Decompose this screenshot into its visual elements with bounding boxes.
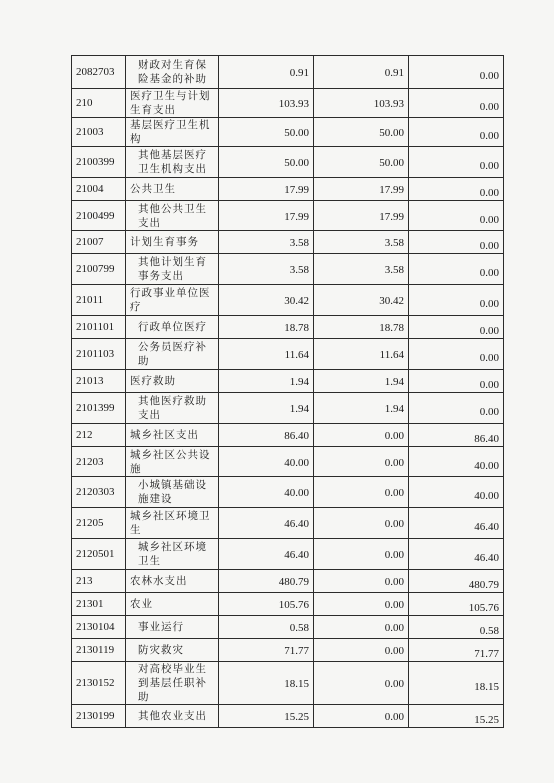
project-expenditure-cell: 0.00 <box>409 201 504 231</box>
subject-code-cell: 212 <box>72 424 126 447</box>
project-expenditure-cell: 15.25 <box>409 705 504 728</box>
subject-code-cell: 2130152 <box>72 662 126 705</box>
table-row <box>72 178 504 201</box>
subject-name-cell: 事业运行 <box>126 616 219 639</box>
total-amount-cell: 30.42 <box>219 285 314 316</box>
table-row <box>72 147 504 178</box>
project-expenditure-cell: 0.00 <box>409 393 504 424</box>
subject-code-cell: 21301 <box>72 593 126 616</box>
total-amount-cell: 480.79 <box>219 570 314 593</box>
total-amount-cell: 50.00 <box>219 147 314 178</box>
total-amount-cell: 71.77 <box>219 639 314 662</box>
subject-name-cell: 其他公共卫生支出 <box>126 201 219 231</box>
table-row <box>72 393 504 424</box>
basic-expenditure-cell: 0.00 <box>314 662 409 705</box>
subject-code-cell: 210 <box>72 89 126 118</box>
subject-name-cell: 城乡社区支出 <box>126 424 219 447</box>
total-amount-cell: 1.94 <box>219 370 314 393</box>
basic-expenditure-cell: 30.42 <box>314 285 409 316</box>
project-expenditure-cell: 0.00 <box>409 316 504 339</box>
basic-expenditure-cell: 0.00 <box>314 705 409 728</box>
total-amount-cell: 17.99 <box>219 178 314 201</box>
basic-expenditure-cell: 1.94 <box>314 393 409 424</box>
table-row <box>72 201 504 231</box>
budget-table-body <box>72 56 504 728</box>
basic-expenditure-cell: 0.00 <box>314 508 409 539</box>
total-amount-cell: 17.99 <box>219 201 314 231</box>
subject-name-cell: 其他基层医疗卫生机构支出 <box>126 147 219 178</box>
total-amount-cell: 0.58 <box>219 616 314 639</box>
project-expenditure-cell: 0.00 <box>409 339 504 370</box>
table-row <box>72 254 504 285</box>
total-amount-cell: 1.94 <box>219 393 314 424</box>
subject-name-cell: 对高校毕业生到基层任职补助 <box>126 662 219 705</box>
budget-table <box>71 55 504 728</box>
basic-expenditure-cell: 17.99 <box>314 178 409 201</box>
table-row <box>72 570 504 593</box>
subject-name-cell: 公共卫生 <box>126 178 219 201</box>
total-amount-cell: 46.40 <box>219 508 314 539</box>
table-row <box>72 662 504 705</box>
table-row <box>72 447 504 477</box>
project-expenditure-cell: 0.00 <box>409 285 504 316</box>
basic-expenditure-cell: 0.00 <box>314 616 409 639</box>
total-amount-cell: 18.15 <box>219 662 314 705</box>
subject-code-cell: 2101101 <box>72 316 126 339</box>
project-expenditure-cell: 0.00 <box>409 56 504 89</box>
table-row <box>72 370 504 393</box>
table-row <box>72 477 504 508</box>
subject-code-cell: 2100399 <box>72 147 126 178</box>
basic-expenditure-cell: 3.58 <box>314 231 409 254</box>
project-expenditure-cell: 46.40 <box>409 539 504 570</box>
subject-code-cell: 2082703 <box>72 56 126 89</box>
table-row <box>72 593 504 616</box>
project-expenditure-cell: 0.00 <box>409 178 504 201</box>
table-row <box>72 705 504 728</box>
subject-code-cell: 2120501 <box>72 539 126 570</box>
project-expenditure-cell: 0.00 <box>409 147 504 178</box>
subject-name-cell: 防灾救灾 <box>126 639 219 662</box>
project-expenditure-cell: 46.40 <box>409 508 504 539</box>
subject-code-cell: 2101399 <box>72 393 126 424</box>
table-row <box>72 118 504 147</box>
total-amount-cell: 0.91 <box>219 56 314 89</box>
subject-code-cell: 2130199 <box>72 705 126 728</box>
subject-code-cell: 213 <box>72 570 126 593</box>
subject-code-cell: 2100799 <box>72 254 126 285</box>
subject-code-cell: 2120303 <box>72 477 126 508</box>
table-row <box>72 89 504 118</box>
subject-name-cell: 其他计划生育事务支出 <box>126 254 219 285</box>
subject-code-cell: 2100499 <box>72 201 126 231</box>
project-expenditure-cell: 40.00 <box>409 477 504 508</box>
total-amount-cell: 11.64 <box>219 339 314 370</box>
basic-expenditure-cell: 0.00 <box>314 593 409 616</box>
subject-name-cell: 计划生育事务 <box>126 231 219 254</box>
subject-name-cell: 小城镇基础设施建设 <box>126 477 219 508</box>
table-row <box>72 616 504 639</box>
table-row <box>72 316 504 339</box>
subject-code-cell: 21011 <box>72 285 126 316</box>
basic-expenditure-cell: 3.58 <box>314 254 409 285</box>
subject-code-cell: 2101103 <box>72 339 126 370</box>
basic-expenditure-cell: 0.00 <box>314 477 409 508</box>
basic-expenditure-cell: 18.78 <box>314 316 409 339</box>
project-expenditure-cell: 0.00 <box>409 118 504 147</box>
project-expenditure-cell: 0.58 <box>409 616 504 639</box>
basic-expenditure-cell: 0.00 <box>314 639 409 662</box>
subject-name-cell: 公务员医疗补助 <box>126 339 219 370</box>
subject-code-cell: 2130104 <box>72 616 126 639</box>
basic-expenditure-cell: 0.00 <box>314 570 409 593</box>
subject-code-cell: 21205 <box>72 508 126 539</box>
total-amount-cell: 15.25 <box>219 705 314 728</box>
subject-name-cell: 其他农业支出 <box>126 705 219 728</box>
total-amount-cell: 50.00 <box>219 118 314 147</box>
subject-name-cell: 行政事业单位医疗 <box>126 285 219 316</box>
project-expenditure-cell: 86.40 <box>409 424 504 447</box>
table-row <box>72 56 504 89</box>
subject-code-cell: 21007 <box>72 231 126 254</box>
total-amount-cell: 103.93 <box>219 89 314 118</box>
table-row <box>72 285 504 316</box>
project-expenditure-cell: 18.15 <box>409 662 504 705</box>
basic-expenditure-cell: 11.64 <box>314 339 409 370</box>
basic-expenditure-cell: 50.00 <box>314 118 409 147</box>
subject-name-cell: 其他医疗救助支出 <box>126 393 219 424</box>
subject-name-cell: 基层医疗卫生机构 <box>126 118 219 147</box>
total-amount-cell: 40.00 <box>219 447 314 477</box>
basic-expenditure-cell: 17.99 <box>314 201 409 231</box>
subject-name-cell: 农林水支出 <box>126 570 219 593</box>
subject-name-cell: 行政单位医疗 <box>126 316 219 339</box>
basic-expenditure-cell: 0.91 <box>314 56 409 89</box>
total-amount-cell: 40.00 <box>219 477 314 508</box>
subject-name-cell: 财政对生育保险基金的补助 <box>126 56 219 89</box>
total-amount-cell: 46.40 <box>219 539 314 570</box>
subject-code-cell: 21203 <box>72 447 126 477</box>
basic-expenditure-cell: 50.00 <box>314 147 409 178</box>
basic-expenditure-cell: 103.93 <box>314 89 409 118</box>
subject-name-cell: 城乡社区环境卫生 <box>126 539 219 570</box>
subject-code-cell: 21003 <box>72 118 126 147</box>
subject-name-cell: 医疗卫生与计划生育支出 <box>126 89 219 118</box>
total-amount-cell: 105.76 <box>219 593 314 616</box>
total-amount-cell: 3.58 <box>219 254 314 285</box>
table-row <box>72 639 504 662</box>
table-row <box>72 231 504 254</box>
project-expenditure-cell: 105.76 <box>409 593 504 616</box>
total-amount-cell: 18.78 <box>219 316 314 339</box>
project-expenditure-cell: 0.00 <box>409 231 504 254</box>
subject-name-cell: 农业 <box>126 593 219 616</box>
total-amount-cell: 86.40 <box>219 424 314 447</box>
project-expenditure-cell: 0.00 <box>409 370 504 393</box>
table-row <box>72 539 504 570</box>
total-amount-cell: 3.58 <box>219 231 314 254</box>
subject-name-cell: 城乡社区公共设施 <box>126 447 219 477</box>
basic-expenditure-cell: 0.00 <box>314 447 409 477</box>
project-expenditure-cell: 40.00 <box>409 447 504 477</box>
basic-expenditure-cell: 1.94 <box>314 370 409 393</box>
subject-code-cell: 21013 <box>72 370 126 393</box>
basic-expenditure-cell: 0.00 <box>314 424 409 447</box>
basic-expenditure-cell: 0.00 <box>314 539 409 570</box>
project-expenditure-cell: 71.77 <box>409 639 504 662</box>
table-row <box>72 424 504 447</box>
table-row <box>72 508 504 539</box>
subject-name-cell: 城乡社区环境卫生 <box>126 508 219 539</box>
table-row <box>72 339 504 370</box>
project-expenditure-cell: 0.00 <box>409 89 504 118</box>
project-expenditure-cell: 0.00 <box>409 254 504 285</box>
subject-name-cell: 医疗救助 <box>126 370 219 393</box>
subject-code-cell: 21004 <box>72 178 126 201</box>
subject-code-cell: 2130119 <box>72 639 126 662</box>
project-expenditure-cell: 480.79 <box>409 570 504 593</box>
